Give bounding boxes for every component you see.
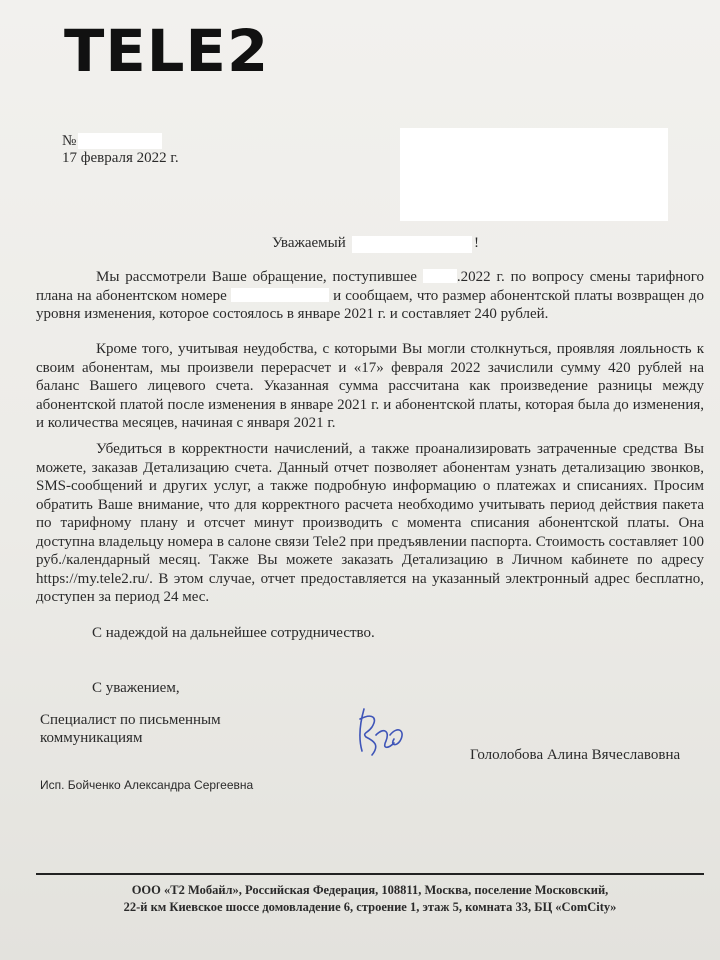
paragraph-1: Мы рассмотрели Ваше обращение, поступившее .2022 г. по вопросу смены тарифного плана на абонентском номере и сообщаем, что размер абонентской платы возвращен до уровня изменения, которое состоялось в январе 2021 г. и составляет 240 рублей.	[36, 269, 705, 322]
position-line-1: Специалист по письменным	[40, 712, 221, 728]
letter-number: №	[62, 133, 77, 149]
paragraph-3: Убедиться в корректности начислений, а также проанализировать затраченные средства Вы можете, заказав Детализацию счета. Данный отчет позволяет абонентам узнать детализацию звонков, SMS-сообщений и других услуг, а также подробную информацию о платежах и списаниях. Просим обратить Ваше внимание, что для корректного расчета необходимо учитывать период действия пакета по тарифному плану и отсчет минут производить с момента списания абонентской платы. Она доступна владельцу номера в салоне связи Tele2 при предъявлении паспорта. Стоимость составляет 100 руб./календарный месяц. Также Вы можете заказать Детализацию в Личном кабинете по адресу https://my.tele2.ru/. В этом случае, отчет предоставляется на указанный электронный адрес бесплатно, доступен за период 24 мес.	[36, 441, 704, 605]
handwritten-signature	[350, 705, 410, 765]
paragraph-2: Кроме того, учитывая неудобства, с которыми Вы могли столкнуться, проявляя лояльность к своим абонентам, мы произвели перерасчет и «17» февраля 2022 зачислили сумму 420 рублей на баланс Вашего лицевого счета. Указанная сумма рассчитана как произведение разницы между абонентской платой после изменения в январе 2021 г. и абонентской платы, которая была до изменения, и количества месяцев, начиная с января 2021 г.	[36, 341, 704, 431]
greeting-exclamation: !	[474, 235, 479, 251]
redacted-phone-number	[231, 288, 329, 302]
regards: С уважением,	[92, 680, 180, 696]
paragraph-4: С надеждой на дальнейшее сотрудничество.	[92, 625, 375, 641]
signer-name: Гололобова Алина Вячеславовна	[470, 747, 681, 763]
letter-date: 17 февраля 2022 г.	[62, 150, 179, 166]
company-address	[36, 882, 704, 916]
company-address-line-2: 22-й км Киевское шоссе домовладение 6, строение 1, этаж 5, комната 33, БЦ «ComCity»	[123, 900, 617, 914]
redacted-letter-number	[78, 133, 162, 149]
greeting: Уважаемый	[272, 235, 346, 251]
redacted-date	[423, 269, 457, 283]
position-line-2: коммуникациям	[40, 730, 143, 746]
redacted-recipient-name	[352, 236, 472, 253]
redacted-recipient-address	[400, 128, 668, 221]
company-address-line-1: ООО «Т2 Мобайл», Российская Федерация, 108811, Москва, поселение Московский,	[131, 883, 609, 897]
executor: Исп. Бойченко Александра Сергеевна	[40, 778, 254, 792]
tele2-logo: TELE2	[63, 17, 270, 85]
footer-divider	[36, 873, 704, 875]
